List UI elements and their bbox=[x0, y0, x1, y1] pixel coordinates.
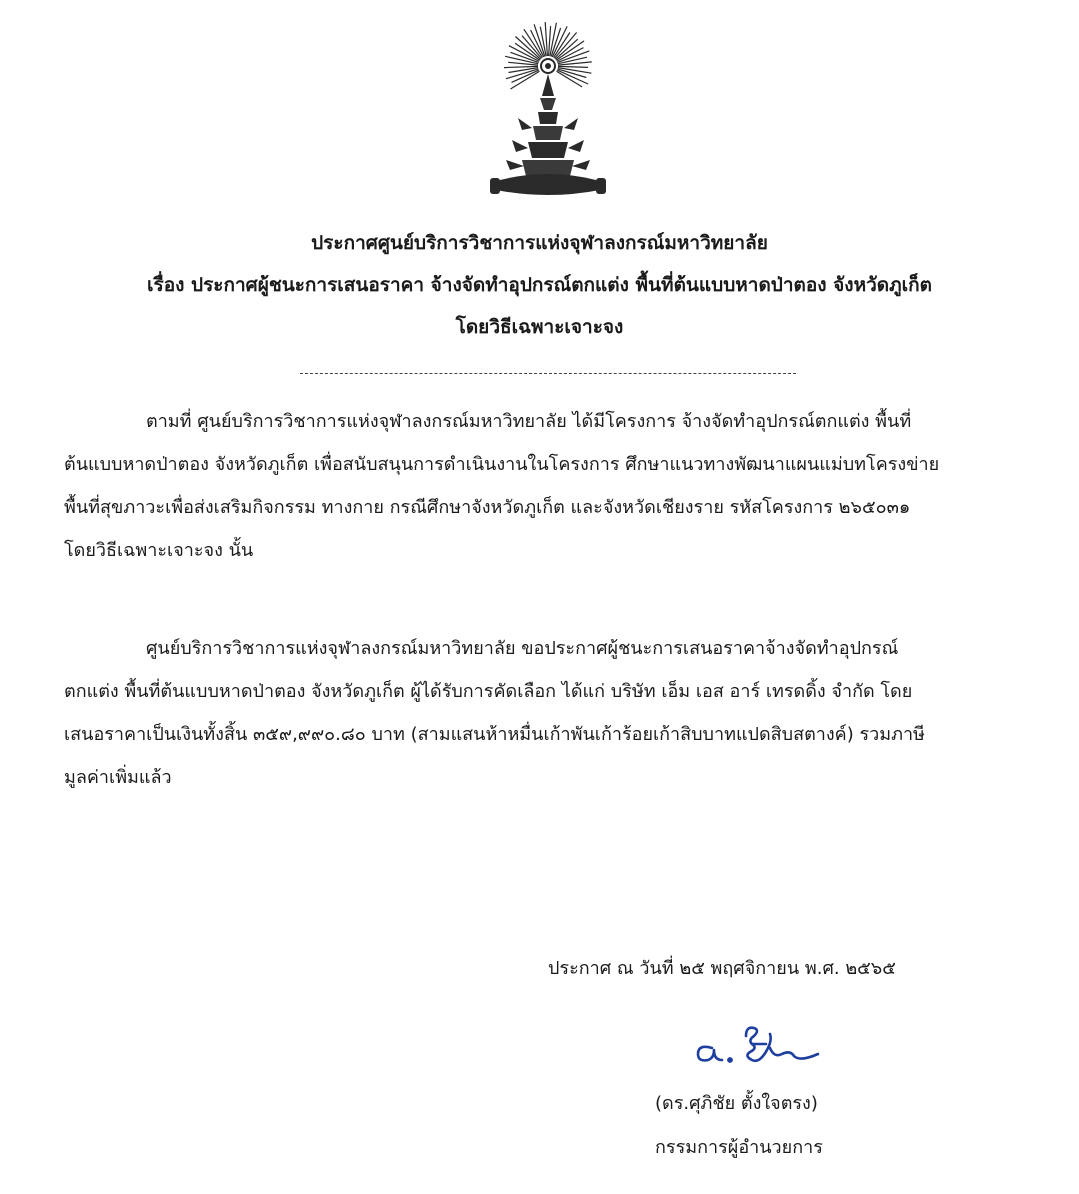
title-divider bbox=[300, 373, 796, 374]
paragraph-winner-announcement bbox=[64, 627, 1044, 799]
signer-name: (ดร.ศุภิชัย ตั้งใจตรง) bbox=[655, 1093, 818, 1114]
signer-position: กรรมการผู้อำนวยการ bbox=[655, 1137, 823, 1158]
title-line-2: เรื่อง ประกาศผู้ชนะการเสนอราคา จ้างจัดทำอุปกรณ์ตกแต่ง พื้นที่ต้นแบบหาดป่าตอง จังหวัดภูเก็ต bbox=[147, 274, 932, 296]
paragraph-1-line-2: ต้นแบบหาดป่าตอง จังหวัดภูเก็ต เพื่อสนับสนุนการดำเนินงานในโครงการ ศึกษาแนวทางพัฒนาแผนแม่บทโครงข่าย bbox=[64, 454, 940, 475]
announcement-title bbox=[0, 222, 1079, 348]
title-line-3: โดยวิธีเฉพาะเจาะจง bbox=[455, 316, 624, 338]
paragraph-2-line-4: มูลค่าเพิ่มแล้ว bbox=[64, 767, 172, 788]
paragraph-2-line-3: เสนอราคาเป็นเงินทั้งสิ้น ๓๕๙,๙๙๐.๘๐ บาท (สามแสนห้าหมื่นเก้าพันเก้าร้อยเก้าสิบบาทแปดสิบสตางค์) รวมภาษี bbox=[64, 724, 925, 745]
paragraph-2-line-2: ตกแต่ง พื้นที่ต้นแบบหาดป่าตอง จังหวัดภูเก็ต ผู้ได้รับการคัดเลือก ได้แก่ บริษัท เอ็ม เอส อาร์ เทรดดิ้ง จำกัด โดย bbox=[64, 681, 913, 702]
title-line-1: ประกาศศูนย์บริการวิชาการแห่งจุฬาลงกรณ์มหาวิทยาลัย bbox=[311, 232, 768, 254]
paragraph-1-line-1: ตามที่ ศูนย์บริการวิชาการแห่งจุฬาลงกรณ์มหาวิทยาลัย ได้มีโครงการ จ้างจัดทำอุปกรณ์ตกแต่ง พื้นที่ bbox=[146, 411, 912, 432]
emblem-ray bbox=[511, 71, 540, 89]
paragraph-2-line-1: ศูนย์บริการวิชาการแห่งจุฬาลงกรณ์มหาวิทยาลัย ขอประกาศผู้ชนะการเสนอราคาจ้างจัดทำอุปกรณ์ bbox=[146, 638, 899, 659]
chulalongkorn-emblem-icon bbox=[478, 18, 618, 202]
handwritten-signature-icon bbox=[690, 1018, 830, 1072]
paragraph-1-line-4: โดยวิธีเฉพาะเจาะจง นั้น bbox=[64, 540, 254, 561]
paragraph-project-background bbox=[64, 400, 1044, 572]
paragraph-1-line-3: พื้นที่สุขภาวะเพื่อส่งเสริมกิจกรรม ทางกาย กรณีศึกษาจังหวัดภูเก็ต และจังหวัดเชียงราย รหัสโครงการ ๒๖๕๐๓๑ bbox=[64, 497, 911, 518]
announcement-date: ประกาศ ณ วันที่ ๒๕ พฤศจิกายน พ.ศ. ๒๕๖๕ bbox=[548, 958, 896, 979]
emblem-ray bbox=[504, 66, 538, 67]
emblem-ray bbox=[558, 66, 588, 67]
